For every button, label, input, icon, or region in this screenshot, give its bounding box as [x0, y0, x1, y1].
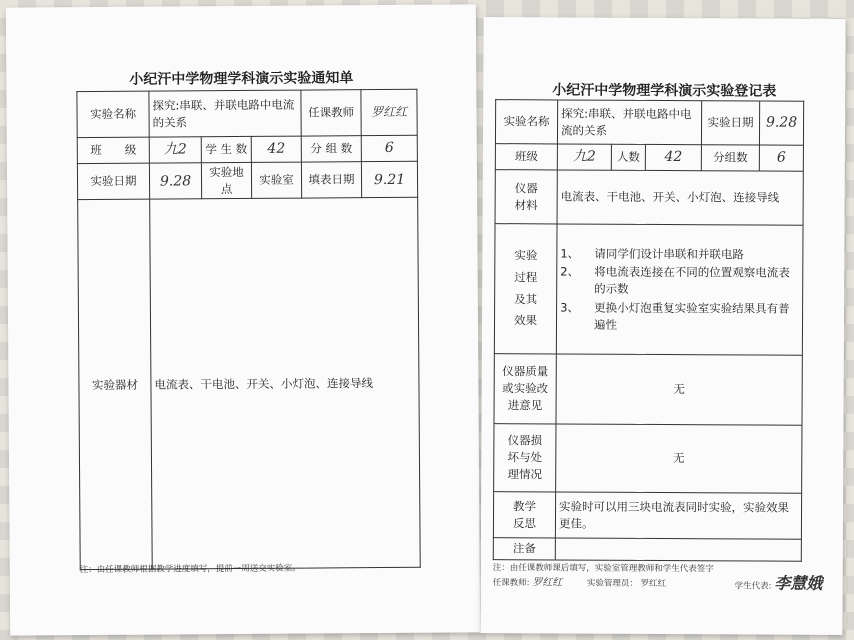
- notice-equipment: 电流表、干电池、开关、小灯泡、连接导线: [150, 198, 421, 570]
- register-label-quality: 仪器质量 或实验改 进意见: [494, 354, 556, 424]
- notice-label-fill-date: 填表日期: [301, 162, 361, 199]
- notice-label-students: 学 生 数: [201, 136, 251, 162]
- register-label-date: 实验日期: [701, 101, 759, 145]
- notice-label-equipment: 实验器材: [78, 199, 153, 569]
- register-reflection: 实验时可以用三块电流表同时实验，实验效果更佳。: [555, 492, 801, 539]
- notice-label-location: 实验地点: [201, 162, 251, 199]
- process-step: 1、 请同学们设计串联和并联电路: [560, 246, 744, 262]
- student-signature: 李慧娥: [774, 573, 823, 593]
- register-label-groups: 分组数: [701, 145, 759, 171]
- process-step: 3、 更换小灯泡重复实验室实验结果具有普遍性: [560, 300, 790, 332]
- notice-table: [76, 89, 420, 571]
- register-label-reflection: 教学 反思: [493, 492, 555, 538]
- notice-fill-date: 9.21: [361, 161, 417, 198]
- notice-teacher-signature: 罗红红: [361, 89, 417, 135]
- register-experiment-name: 探究:串联、并联电路中电流的关系: [557, 100, 701, 145]
- notice-room: 实验室: [251, 162, 301, 199]
- process-step: 2、 将电流表连接在不同的位置观察电流表的示数: [560, 264, 790, 296]
- register-process: [556, 224, 803, 355]
- notice-label-experiment-name: 实验名称: [77, 91, 149, 138]
- notice-label-teacher: 任课教师: [301, 90, 361, 136]
- register-students: 42: [645, 144, 701, 170]
- student-representative: [735, 570, 823, 593]
- teacher-label: 任课教师:: [492, 578, 530, 589]
- register-class: 九2: [557, 144, 611, 170]
- register-label-students: 人数: [611, 144, 645, 170]
- notice-date: 9.28: [149, 163, 201, 200]
- teacher-signature: 罗红红: [532, 577, 563, 589]
- notice-sheet: [6, 4, 480, 635]
- register-label-damage: 仪器损 坏与处 理情况: [494, 424, 556, 492]
- register-label-class: 班级: [495, 144, 557, 170]
- register-sheet: [480, 17, 845, 635]
- register-groups: 6: [759, 145, 803, 171]
- notice-label-groups: 分 组 数: [301, 136, 361, 162]
- admin-name: 罗红红: [640, 578, 667, 590]
- register-label-process: 实验 过程 及其 效果: [494, 224, 557, 354]
- student-label: 学生代表:: [734, 581, 772, 592]
- notice-class: 九2: [149, 137, 201, 163]
- notice-students: 42: [251, 136, 301, 162]
- register-remarks: [555, 538, 801, 561]
- notice-label-date: 实验日期: [77, 163, 149, 200]
- notice-title: 小纪汗中学物理学科演示实验通知单: [129, 70, 354, 88]
- register-equipment: 电流表、干电池、开关、小灯泡、连接导线: [557, 170, 803, 225]
- notice-groups: 6: [361, 135, 417, 161]
- register-label-equipment: 仪器 材料: [495, 170, 557, 224]
- register-title: 小纪汗中学物理学科演示实验登记表: [552, 82, 777, 100]
- admin-label: 实验管理员：: [586, 578, 638, 589]
- notice-experiment-name: 探究:串联、并联电路中电流的关系: [149, 90, 301, 137]
- register-label-experiment-name: 实验名称: [495, 100, 557, 144]
- register-damage: 无: [556, 424, 802, 493]
- register-footer-note: 注：由任课教师课后填写，实验室管理教师和学生代表签字: [492, 563, 714, 575]
- register-signatures: [493, 573, 667, 589]
- notice-label-class: 班 级: [77, 137, 149, 164]
- notice-footer: 注：由任课教师根据教学进度填写，提前一周送交实验室。: [79, 563, 301, 576]
- register-table: [493, 99, 804, 562]
- register-date: 9.28: [759, 101, 803, 145]
- register-label-remarks: 注备: [493, 538, 555, 560]
- register-quality: 无: [556, 354, 802, 425]
